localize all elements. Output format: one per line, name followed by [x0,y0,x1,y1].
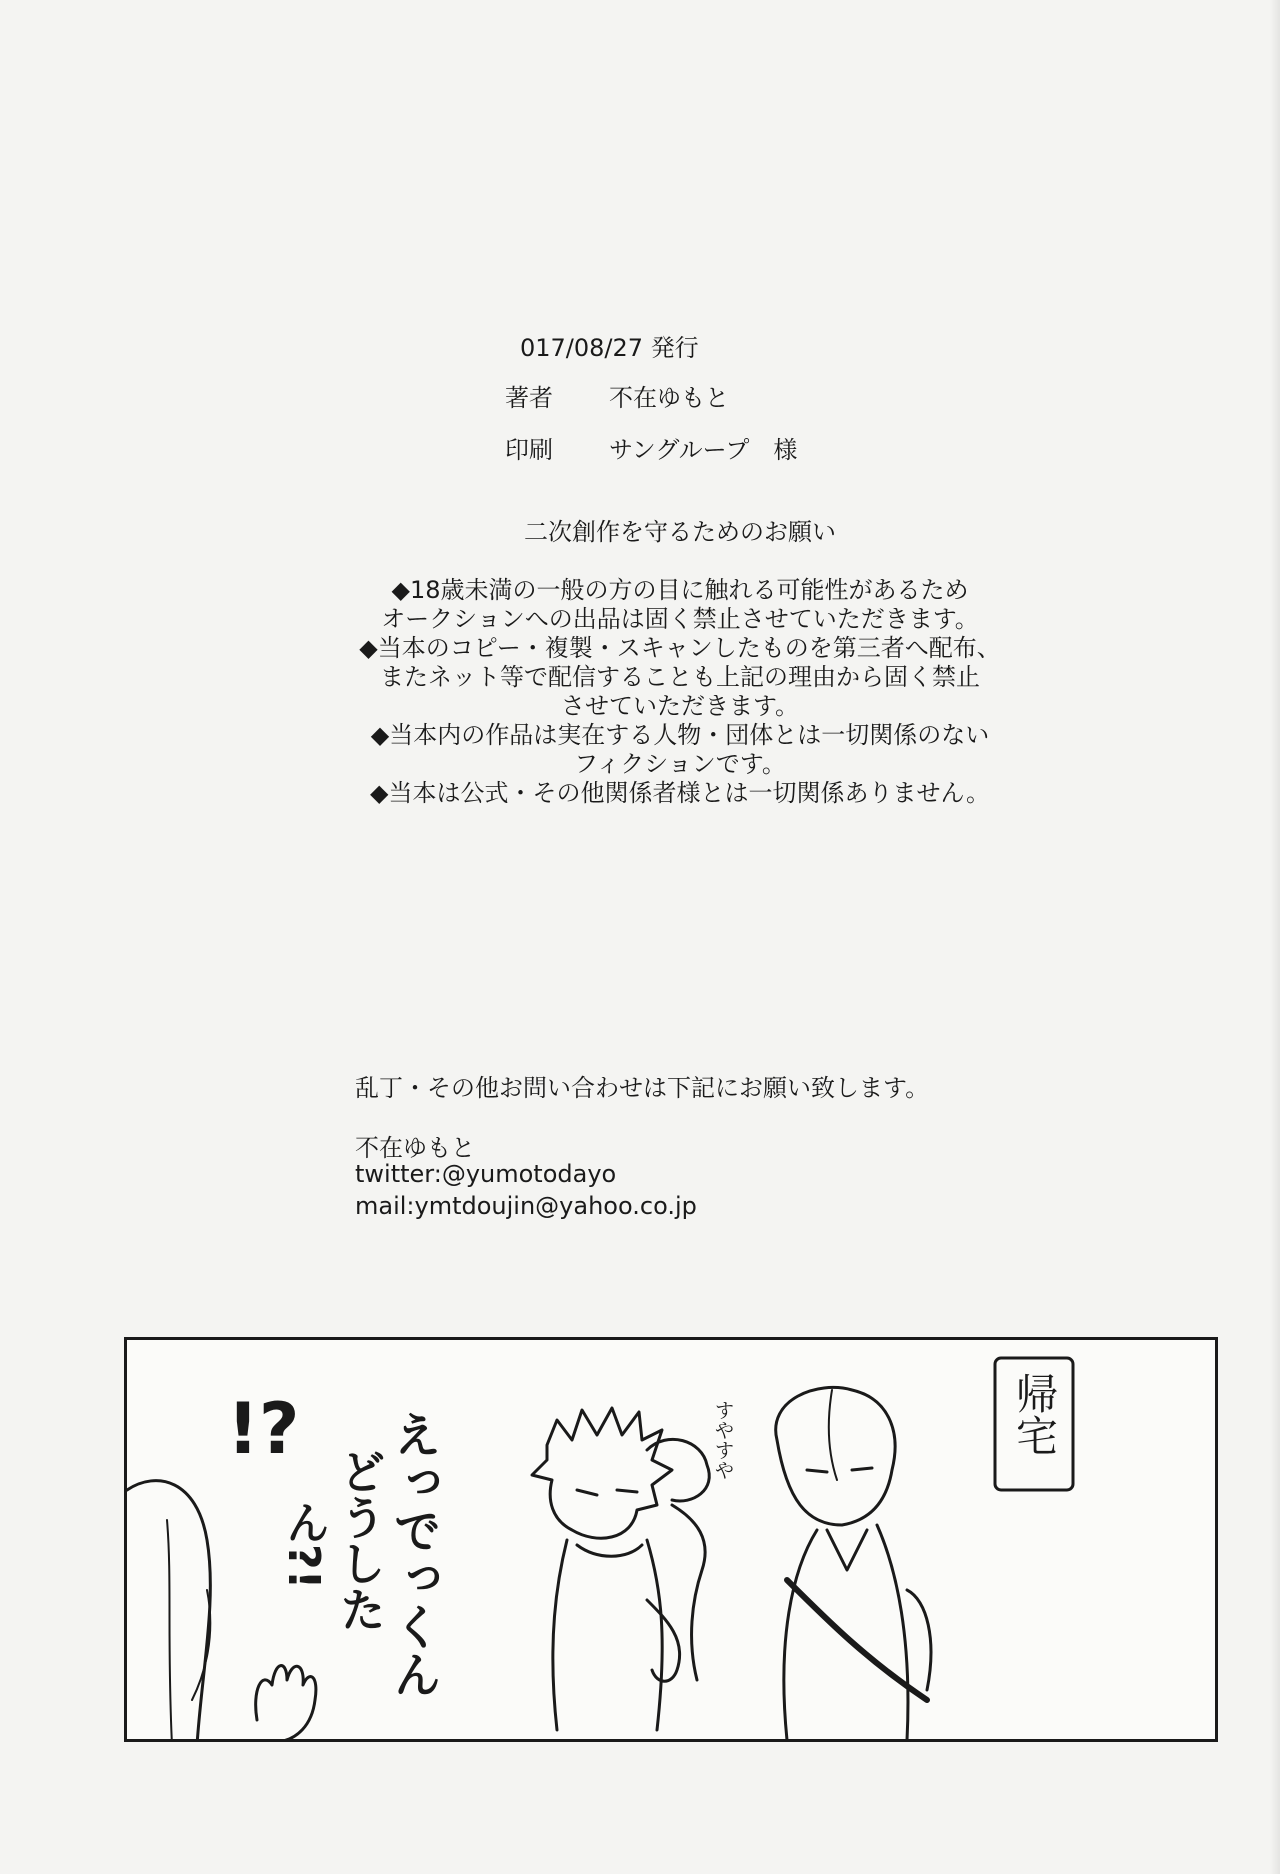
notice-line: またネット等で配信することも上記の理由から固く禁止 [380,663,980,691]
notice-line: ◆当本は公式・その他関係者様とは一切関係ありません。 [370,779,990,807]
notice-line: フィクションです。 [574,750,786,778]
speech-shout-1: えっでっくん [385,1410,441,1698]
notice-line: オークションへの出品は固く禁止させていただきます。 [381,605,979,633]
deku-body [672,1505,705,1680]
waving-hand [256,1666,316,1742]
publication-date: 017/08/27 発行 [520,334,699,362]
notice-body [340,576,1020,808]
contact-twitter: twitter:@yumotodayo [355,1160,617,1188]
manga-panel [124,1337,1218,1742]
bakugo-collar [577,1545,642,1556]
notice-line: ◆当本のコピー・複製・スキャンしたものを第三者へ配布、 [359,634,1001,662]
notice-line: させていただきます。 [560,692,800,720]
printer-name: サングループ 様 [609,436,798,464]
bakugo-body [553,1540,662,1730]
exclaim-mark: !? [227,1388,300,1470]
contact-mail: mail:ymtdoujin@yahoo.co.jp [355,1192,697,1220]
woman-hair-strand [167,1520,172,1742]
printer-label: 印刷 [505,436,553,464]
book-spine-edge [1270,0,1280,1874]
notice-line: ◆当本内の作品は実在する人物・団体とは一切関係のない [370,721,990,749]
todoroki-hair-part [829,1390,837,1480]
sign-text-home: 帰宅 [1010,1372,1059,1456]
contact-name: 不在ゆもと [355,1134,475,1162]
todoroki-head [776,1387,895,1525]
todoroki-body [784,1525,908,1740]
speech-shout-3: ん?! [278,1500,329,1590]
bakugo-eyes [577,1490,637,1495]
author-name: 不在ゆもと [609,384,729,412]
todoroki-collar [827,1530,867,1570]
notice-title: 二次創作を守るためのお願い [524,518,836,546]
author-label: 著者 [505,384,553,412]
bakugo-head [532,1408,672,1538]
notice-line: ◆18歳未満の一般の方の目に触れる可能性があるため [391,576,969,604]
contact-intro: 乱丁・その他お問い合わせは下記にお願い致します。 [355,1074,930,1102]
speech-shout-2: どうした [333,1448,387,1632]
todoroki-bag [907,1590,931,1690]
todoroki-eyes [807,1468,872,1472]
sfx-sleeping: すやすや [711,1400,735,1480]
